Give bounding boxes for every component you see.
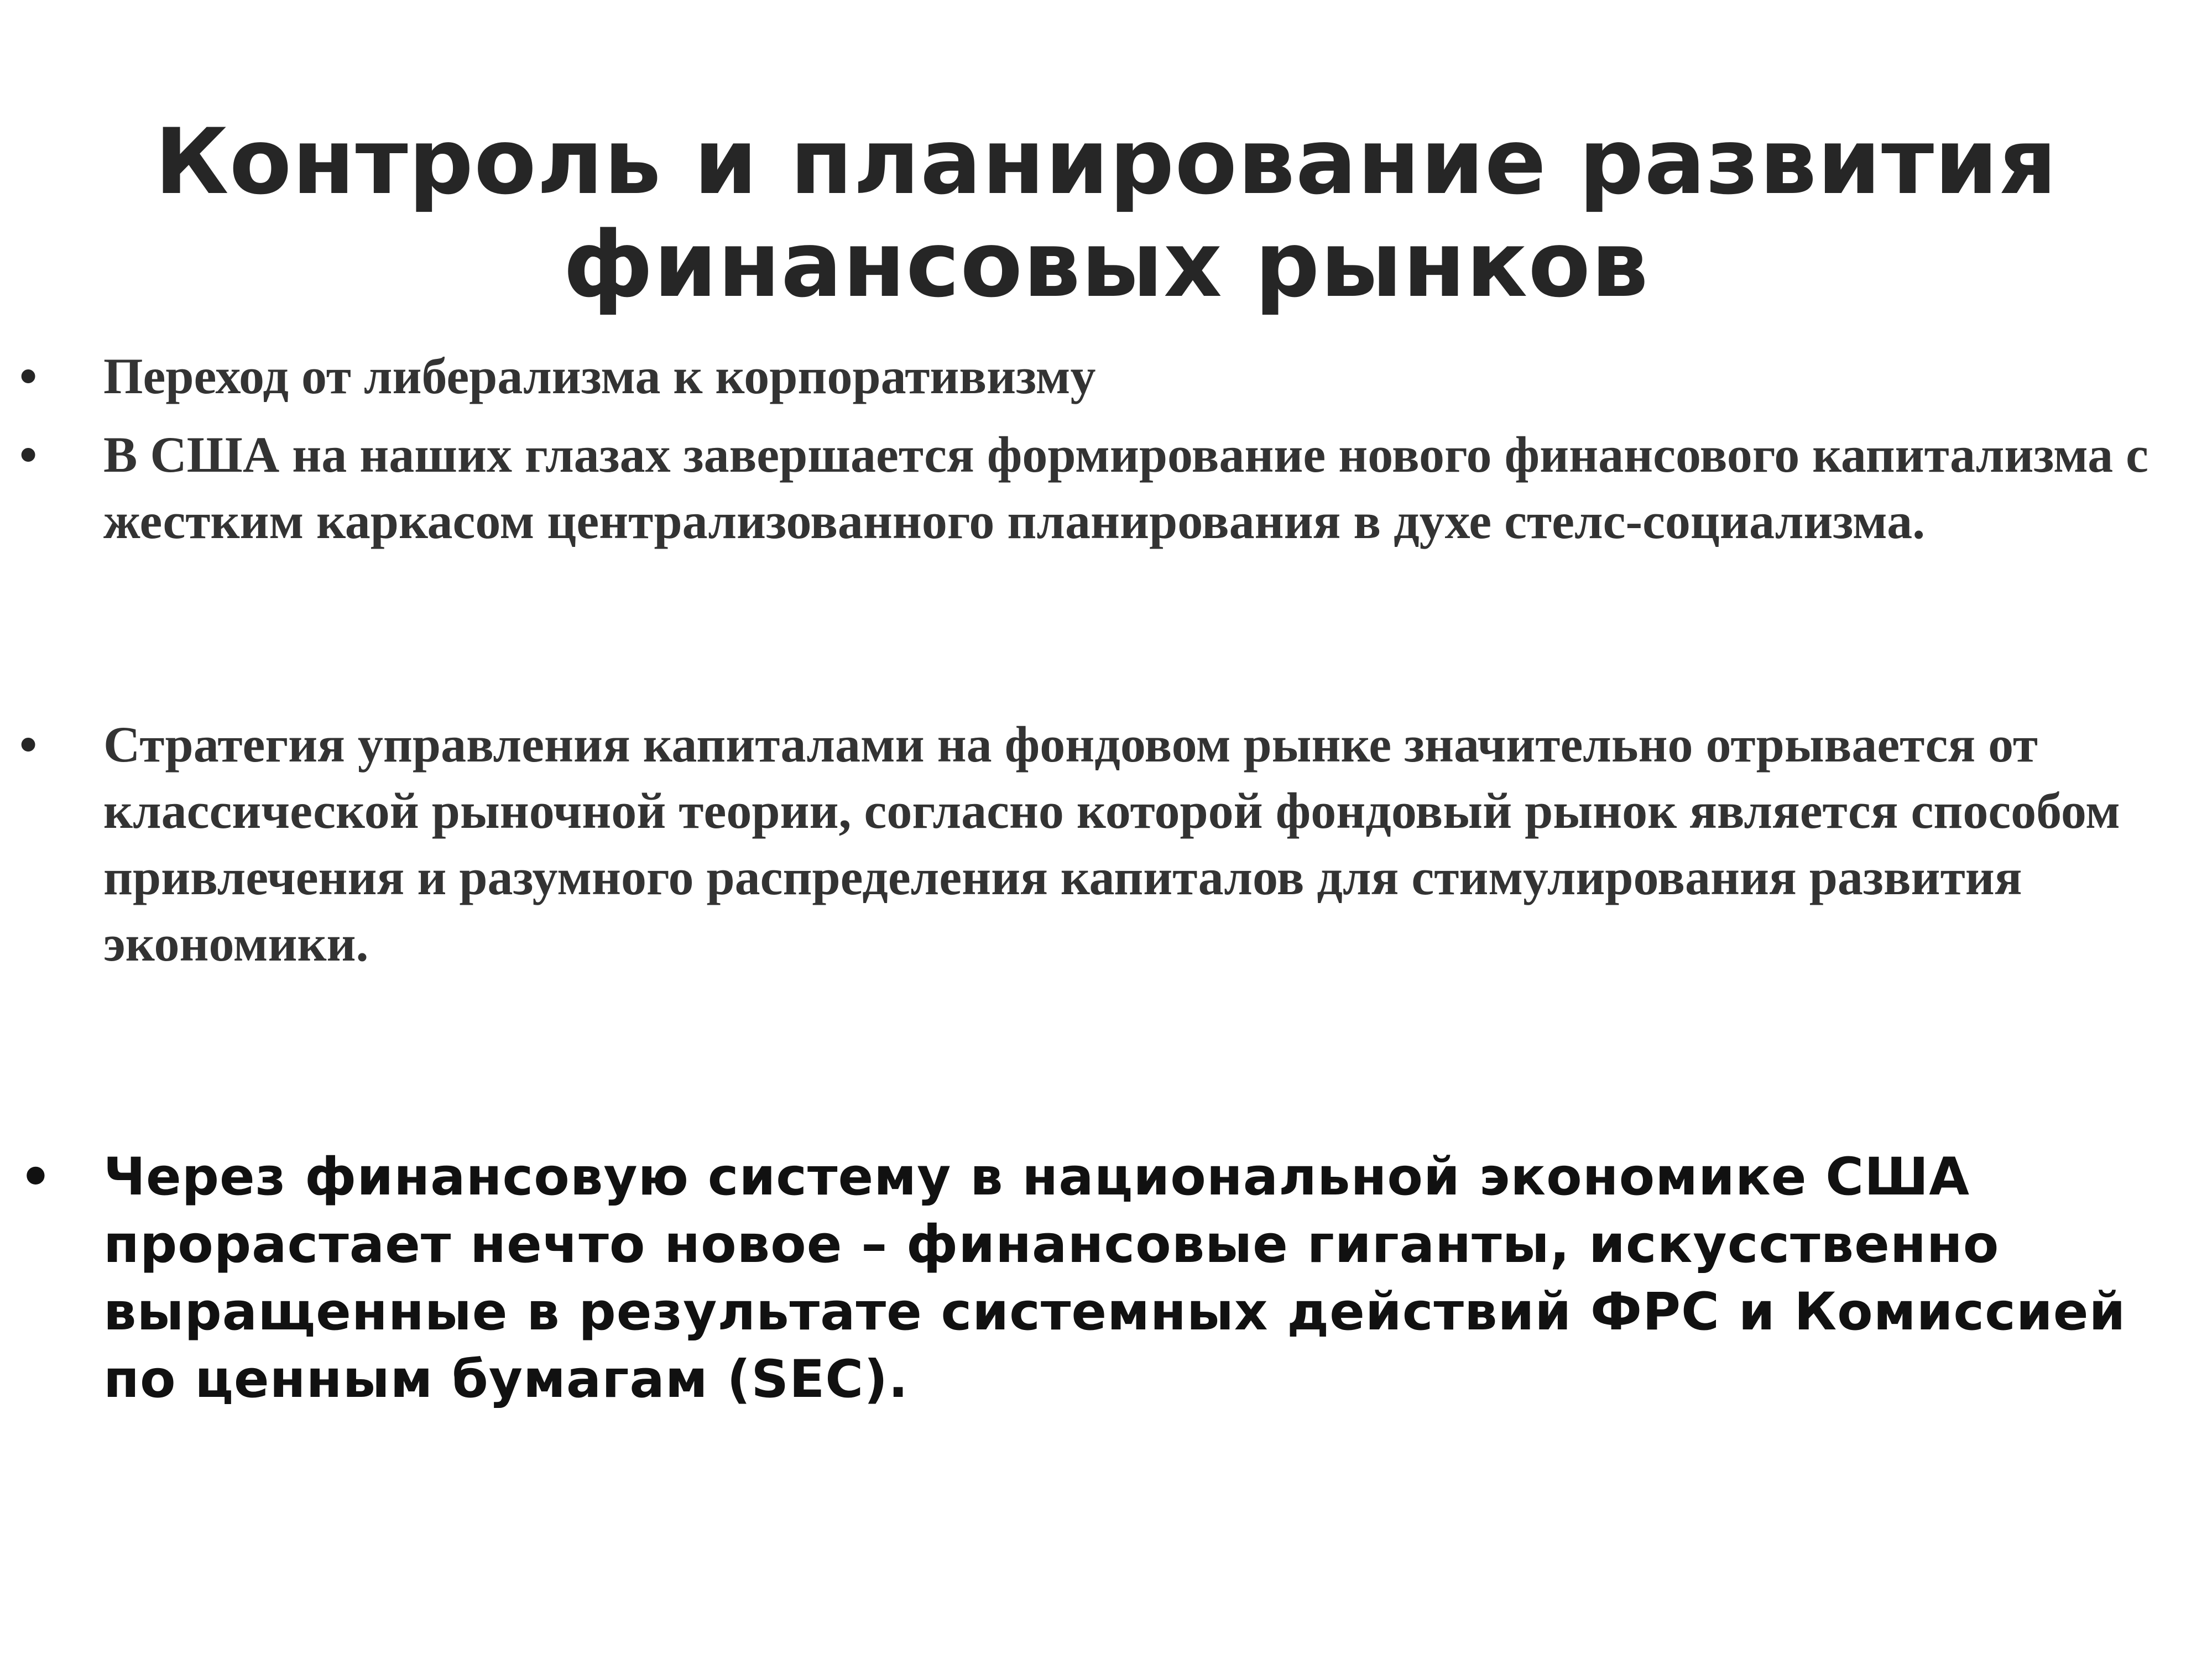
bullet-marker: • — [19, 1147, 52, 1207]
bullet-marker: • — [19, 348, 38, 404]
bullet-text: Переход от либерализма к корпоративизму — [103, 348, 1096, 404]
bullet-text: Стратегия управления капиталами на фондовом рынке значительно отрывается от классической рыночной теории, согласно которой фондовый рынок является способом привлечения и разумного распределения капиталов для стимулирования развития экономики. — [103, 716, 2120, 972]
bullet-text: Через финансовую систему в национальной экономике США прорастает нечто новое – финансовые гиганты, искусственно выращенные в результате системных действий ФРС и Комиссией по ценным бумагам (SEC). — [103, 1147, 2126, 1410]
bullet-text: В США на наших глазах завершается формирование нового финансового капитализма с жестким каркасом централизованного планирования в духе стелс-социализма. — [103, 426, 2148, 549]
slide-title: Контроль и планирование развития финансовых рынков — [154, 109, 2058, 317]
bullet-marker: • — [19, 426, 38, 483]
bullet-marker: • — [19, 716, 38, 773]
